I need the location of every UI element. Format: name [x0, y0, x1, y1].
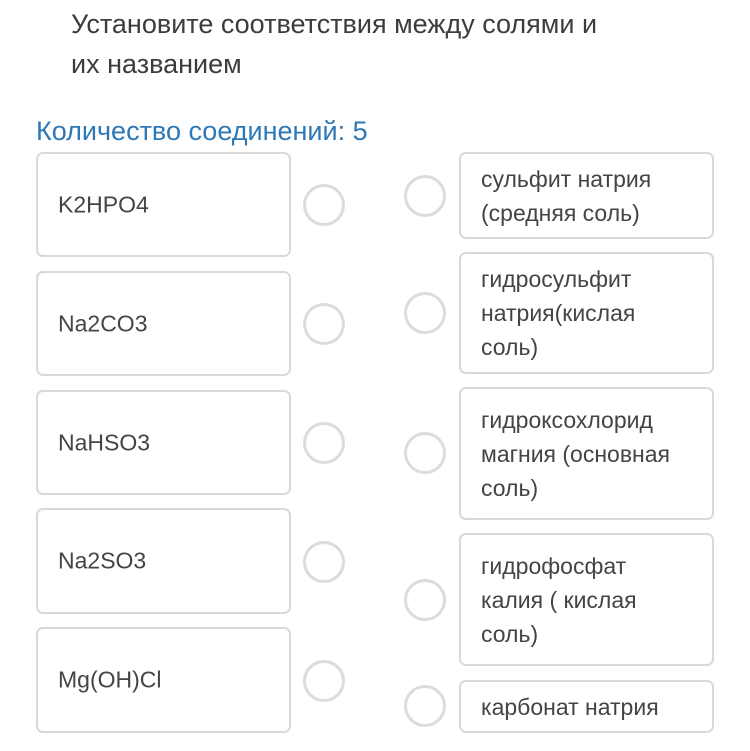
- name-line: соль): [481, 334, 539, 360]
- question-line-2: их названием: [71, 49, 242, 79]
- formula-card-2[interactable]: [36, 271, 291, 376]
- name-line: (средняя соль): [481, 199, 640, 226]
- left-connector-radio-4[interactable]: [303, 541, 345, 583]
- formula-text: Na2CO3: [58, 310, 148, 336]
- name-text: [481, 262, 700, 364]
- left-connector-radio-5[interactable]: [303, 660, 345, 702]
- right-connector-radio-5[interactable]: [404, 685, 446, 727]
- name-line: натрия(кислая: [481, 300, 636, 326]
- name-line: соль): [481, 474, 539, 501]
- name-card-1[interactable]: [459, 152, 714, 239]
- formula-text: Mg(OH)Cl: [58, 666, 162, 693]
- formula-card-1[interactable]: [36, 152, 291, 257]
- left-connector-radio-3[interactable]: [303, 422, 345, 464]
- name-line: карбонат натрия: [481, 693, 659, 720]
- question-line-1: Установите соответствия между солями и: [71, 9, 598, 39]
- left-connector-radio-1[interactable]: [303, 184, 345, 226]
- name-text: [481, 549, 700, 651]
- left-connector-radio-2[interactable]: [303, 303, 345, 345]
- formula-card-3[interactable]: [36, 390, 291, 495]
- name-line: сульфит натрия: [481, 165, 652, 192]
- compound-count: Количество соединений: 5: [36, 116, 368, 146]
- name-text: [481, 403, 700, 505]
- name-line: магния (основная: [481, 440, 670, 467]
- name-card-2[interactable]: [459, 252, 714, 374]
- question-text: [71, 4, 671, 84]
- right-connector-radio-1[interactable]: [404, 175, 446, 217]
- formula-card-4[interactable]: [36, 508, 291, 614]
- name-line: соль): [481, 620, 539, 647]
- formula-text: K2HPO4: [58, 191, 149, 217]
- name-card-5[interactable]: [459, 680, 714, 733]
- right-connector-radio-4[interactable]: [404, 579, 446, 621]
- right-connector-radio-3[interactable]: [404, 432, 446, 474]
- name-line: гидросульфит: [481, 266, 632, 292]
- name-line: калия ( кислая: [481, 586, 637, 613]
- name-text: [481, 690, 700, 724]
- name-line: гидроксохлорид: [481, 406, 653, 433]
- formula-text: NaHSO3: [58, 429, 151, 455]
- name-line: гидрофосфат: [481, 552, 627, 579]
- formula-card-5[interactable]: [36, 627, 291, 733]
- right-connector-radio-2[interactable]: [404, 292, 446, 334]
- formula-text: Na2SO3: [58, 547, 147, 574]
- name-card-4[interactable]: [459, 533, 714, 666]
- name-text: [481, 162, 700, 230]
- name-card-3[interactable]: [459, 387, 714, 520]
